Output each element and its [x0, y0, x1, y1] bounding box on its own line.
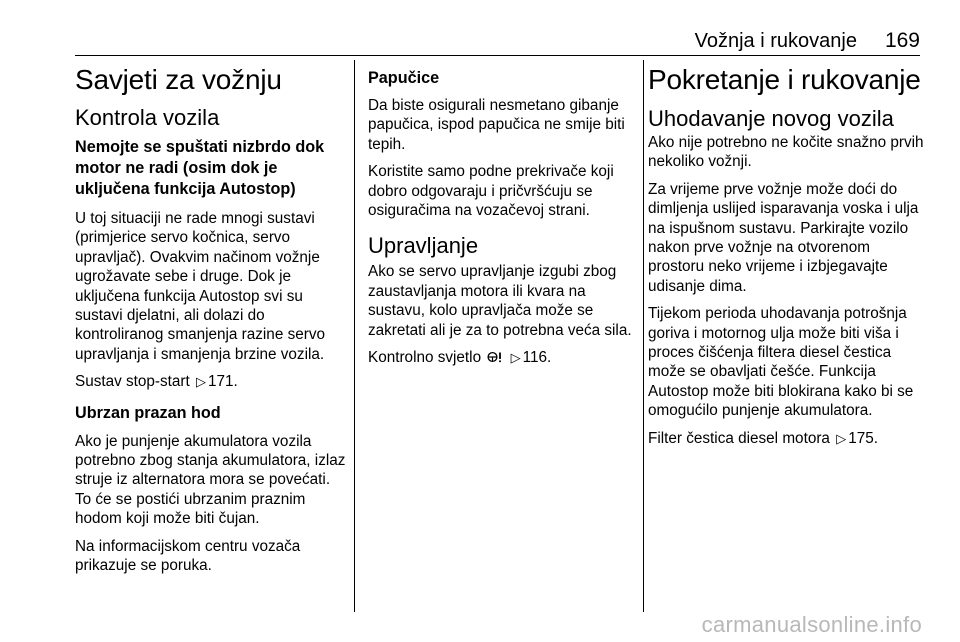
heading-idle-speed: Ubrzan prazan hod	[75, 403, 221, 422]
column-1	[75, 60, 347, 576]
paragraph-power-steering: Ako se servo upravljanje izgubi zbog zaustavljanja motora ili kvara na sustavu, kolo upravljača može se zakretati ali je za to potrebna veća sila.	[368, 263, 632, 339]
page-number: 169	[884, 29, 920, 52]
steering-warning-lamp-icon	[487, 351, 502, 363]
header-rule	[75, 55, 920, 56]
subsection-title-vehicle-control: Kontrola vozila	[75, 105, 220, 130]
cross-ref-text: Sustav stop-start	[75, 373, 190, 391]
cross-ref-diesel-filter[interactable]	[648, 429, 926, 448]
column-divider-2	[643, 60, 644, 612]
subsection-title-running-in: Uhodavanje novog vozila	[648, 106, 894, 131]
paragraph-systems: U toj situaciji ne rade mnogi sustavi (primjerice servo kočnica, servo upravljač). Ovakvim načinom vožnje ugrožavate sebe i druge. Dok je uključena funkcija Autostop svi su sustavi djelatni, ali dolazi do kontroliranog smanjenja razine servo upravljanja i smanjenja brzine vozila.	[75, 210, 325, 363]
watermark: carmanualsonline.info	[701, 612, 922, 637]
paragraph-fuel-consumption: Tijekom perioda uhodavanja potrošnja goriva i motornog ulja može biti viša i proces čišćenja filtera diesel čestica može se obavljati češće. Funkcija Autostop može biti blokirana kako bi se omogućilo punjenje akumulatora.	[648, 305, 914, 420]
cross-ref-text: Kontrolno svjetlo	[368, 349, 482, 367]
subsection-title-steering: Upravljanje	[368, 233, 479, 259]
chapter-title: Vožnja i rukovanje	[694, 29, 857, 52]
cross-ref-stop-start[interactable]	[75, 372, 347, 391]
paragraph-floor-mats: Koristite samo podne prekrivače koji dobro odgovaraju i pričvršćuju se osiguračima na vozačevoj strani.	[368, 163, 614, 220]
cross-ref-warning-lamp[interactable]	[368, 348, 634, 367]
section-title-driving-hints: Savjeti za vožnju	[75, 64, 282, 95]
section-title-starting: Pokretanje i rukovanje	[648, 64, 921, 95]
paragraph-battery: Ako je punjenje akumulatora vozila potrebno zbog stanja akumulatora, izlaz struje iz alternatora mora se povećati. To će se postići ubrzanim praznim hodom koji može biti čujan.	[75, 432, 346, 528]
paragraph-message: Na informacijskom centru vozača prikazuje se poruka.	[75, 537, 301, 575]
paragraph-pedal-movement: Da biste osigurali nesmetano gibanje papučica, ispod papučica ne smije biti tepih.	[368, 97, 625, 153]
column-2	[368, 60, 634, 367]
cross-reference-icon: ▷	[836, 430, 847, 446]
cross-reference-icon: ▷	[510, 350, 521, 366]
paragraph-smoke: Za vrijeme prve vožnje može doći do dimljenja uslijed isparavanja voska i ulja na ispušnom sustavu. Parkirajte vozilo nakon prve vožnje na otvorenom prostoru neko vrijeme i izbjegavajte udisanje dima.	[648, 180, 919, 295]
cross-ref-text: Filter čestica diesel motora	[648, 429, 830, 447]
paragraph-braking: Ako nije potrebno ne kočite snažno prvih nekoliko vožnji.	[648, 134, 924, 171]
cross-ref-page: 116.	[522, 349, 552, 367]
column-divider-1	[354, 60, 355, 612]
cross-reference-icon: ▷	[196, 374, 207, 390]
column-3	[648, 60, 926, 448]
heading-pedals: Papučice	[368, 69, 440, 87]
cross-ref-page: 175.	[848, 429, 878, 447]
heading-no-coasting: Nemojte se spuštati nizbrdo dok motor ne radi (osim dok je uključena funkcija Autostop)	[75, 138, 325, 198]
cross-ref-page: 171.	[208, 373, 238, 391]
running-header	[695, 27, 920, 55]
